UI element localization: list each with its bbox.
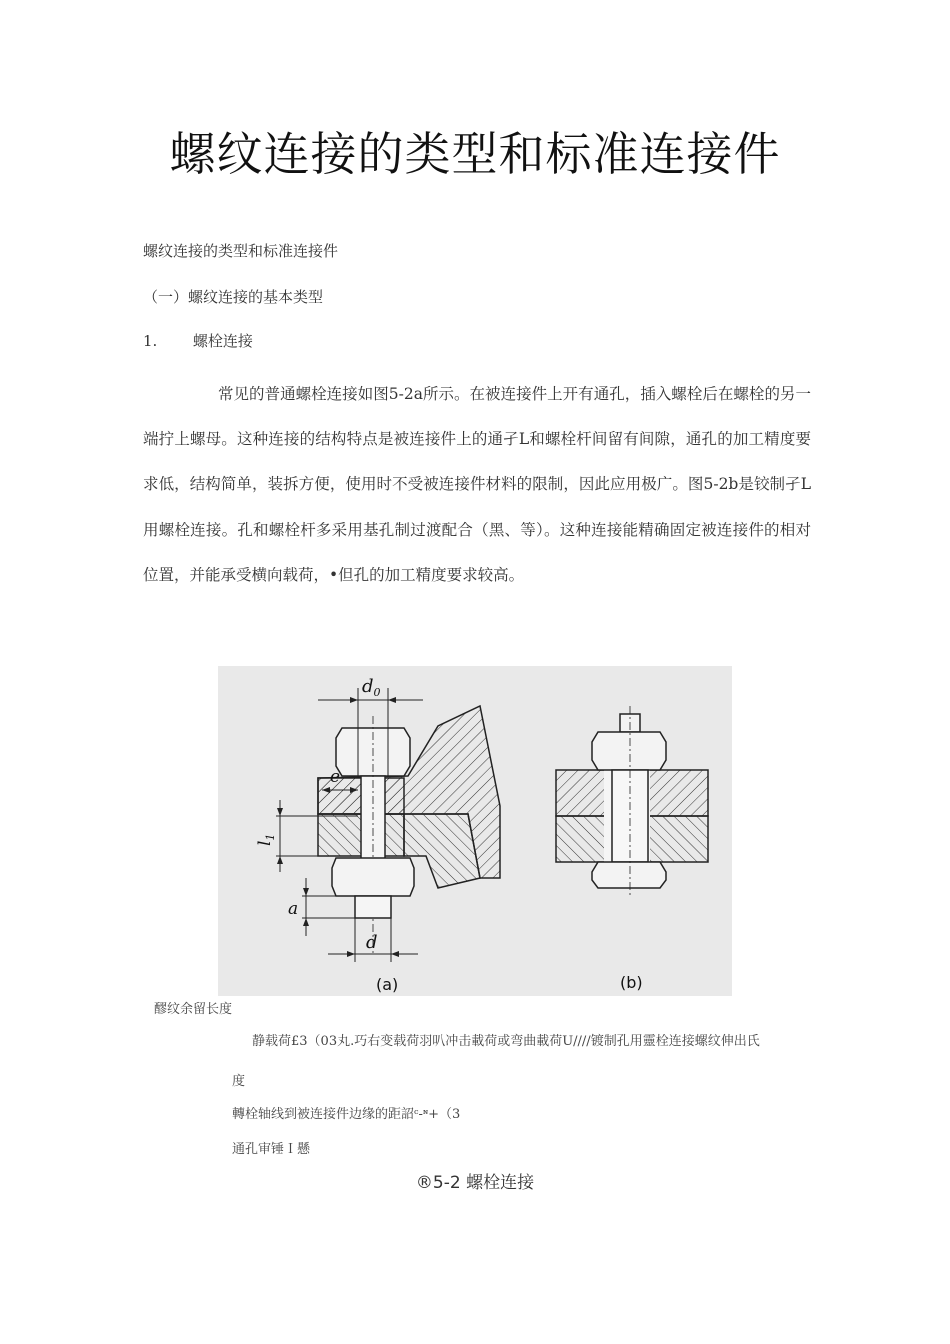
caption-line-5: 通孔审锤Ｉ懸 (232, 1142, 311, 1157)
item-title: 螺栓连接 (192, 332, 253, 350)
label-d: d (366, 932, 378, 953)
label-e: e (330, 767, 341, 787)
caption-line-1: 醪纹余留长度 (154, 1002, 233, 1017)
item-number: 1. (143, 332, 158, 350)
bolt-connection-figure (218, 666, 732, 996)
label-a: a (288, 899, 299, 919)
label-d0: $d_0$ (362, 676, 381, 699)
label-b-caption: (b) (620, 973, 643, 992)
figure-drawing (218, 666, 732, 996)
list-item-heading (143, 330, 253, 351)
label-a-caption: (a) (376, 975, 399, 994)
section-heading: （一）螺纹连接的基本类型 (143, 288, 324, 306)
caption-line-4: 轉栓轴线到被连接件边缘的距詔ᶜ-ᶰ+（3 (232, 1107, 461, 1122)
figure-title: ®5-2 螺栓连接 (415, 1173, 535, 1193)
label-l1: $l_1$ (255, 833, 277, 846)
nut-a (332, 858, 414, 918)
subtitle: 螺纹连接的类型和标准连接件 (143, 242, 339, 260)
body-paragraph (143, 372, 811, 598)
dimension-d0 (318, 676, 423, 730)
caption-line-3: 度 (232, 1074, 246, 1089)
document-title: 螺纹连接的类型和标准连接件 (169, 127, 781, 181)
paragraph-text: 常见的普通螺栓连接如图5-2a所示。在被连接件上开有通孔，插入螺栓后在螺栓的另一端拧上螺母。这种连接的结构特点是被连接件上的通孑L和螺栓杆间留有间隙，通孔的加工精度要求低，结构简单，装拆方便，使用时不受被连接件材料的限制，因此应用极广。图5-2b是铰制孑L用螺栓连接。孔和螺栓杆多采用基孔制过渡配合（黑、等）。这种连接能精确固定被连接件的相对位置，并能承受横向载荷，•但孔的加工精度要求较高。 (143, 385, 811, 584)
caption-line-2: 静载荷£3（03丸.巧右变载荷羽叭冲击載荷或弯曲載荷U////镀制孔用靈栓连接螺纹伸出氏 (252, 1034, 760, 1049)
